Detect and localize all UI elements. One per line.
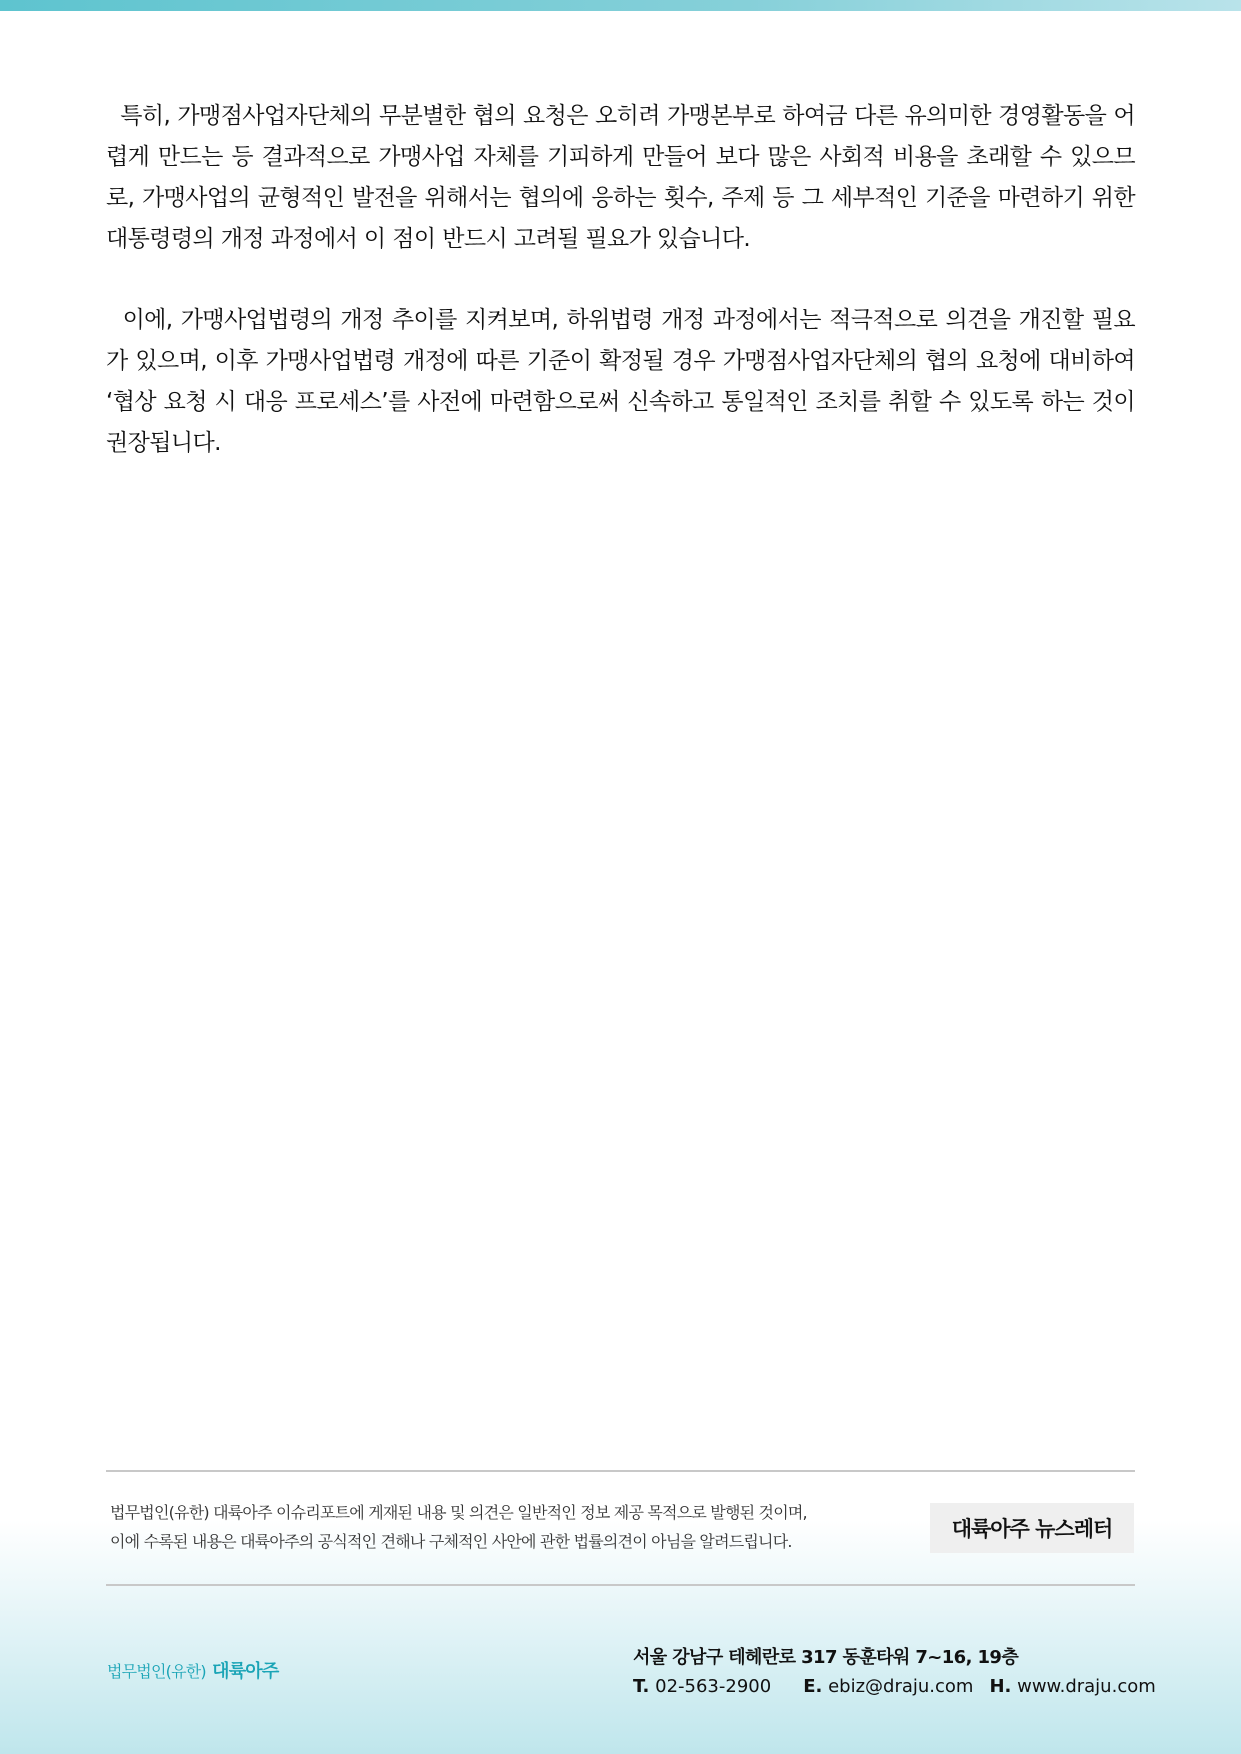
- newsletter-label: 대륙아주 뉴스레터: [951, 1517, 1113, 1541]
- logo-prefix: 법무법인(유한): [107, 1662, 206, 1681]
- contact-line: [633, 1672, 1156, 1701]
- contact-info: [633, 1643, 1156, 1701]
- paragraph: 이에, 가맹사업법령의 개정 추이를 지켜보며, 하위법령 개정 과정에서는 적극적으로 의견을 개진할 필요가 있으며, 이후 가맹사업법령 개정에 따른 기준이 확정될 경우 가맹점사업자단체의 협의 요청에 대비하여 ‘협상 요청 시 대응 프로세스’를 사전에 마련함으로써 신속하고 통일적인 조치를 취할 수 있도록 하는 것이 권장됩니다.: [106, 307, 1142, 456]
- firm-logo: [107, 1657, 278, 1683]
- logo-name: 대륙아주: [212, 1661, 279, 1682]
- body-text: [106, 96, 1142, 504]
- disclaimer-line: 이에 수록된 내용은 대륙아주의 공식적인 견해나 구체적인 사안에 관한 법률의견이 아님을 알려드립니다.: [110, 1532, 792, 1551]
- homepage-link[interactable]: www.draju.com: [1017, 1676, 1156, 1697]
- top-accent-bar: [0, 0, 1241, 11]
- homepage-label: H.: [989, 1676, 1012, 1697]
- paragraph: 특히, 가맹점사업자단체의 무분별한 협의 요청은 오히려 가맹본부로 하여금 다른 유의미한 경영활동을 어렵게 만드는 등 결과적으로 가맹사업 자체를 기피하게 만들어 보다 많은 사회적 비용을 초래할 수 있으므로, 가맹사업의 균형적인 발전을 위해서는 협의에 응하는 횟수, 주제 등 그 세부적인 기준을 마련하기 위한 대통령령의 개정 과정에서 이 점이 반드시 고려될 필요가 있습니다.: [106, 103, 1142, 252]
- phone-label: T.: [633, 1676, 650, 1697]
- address: 서울 강남구 테헤란로 317 동훈타워 7~16, 19층: [633, 1647, 1019, 1668]
- newsletter-button[interactable]: [930, 1503, 1134, 1553]
- footer-divider-bottom: [106, 1584, 1135, 1586]
- disclaimer: [110, 1498, 870, 1556]
- footer-divider-top: [106, 1470, 1135, 1472]
- email-label: E.: [803, 1676, 823, 1697]
- email-link[interactable]: ebiz@draju.com: [828, 1676, 974, 1697]
- phone-number: 02-563-2900: [655, 1676, 772, 1697]
- disclaimer-line: 법무법인(유한) 대륙아주 이슈리포트에 게재된 내용 및 의견은 일반적인 정보 제공 목적으로 발행된 것이며,: [110, 1503, 807, 1522]
